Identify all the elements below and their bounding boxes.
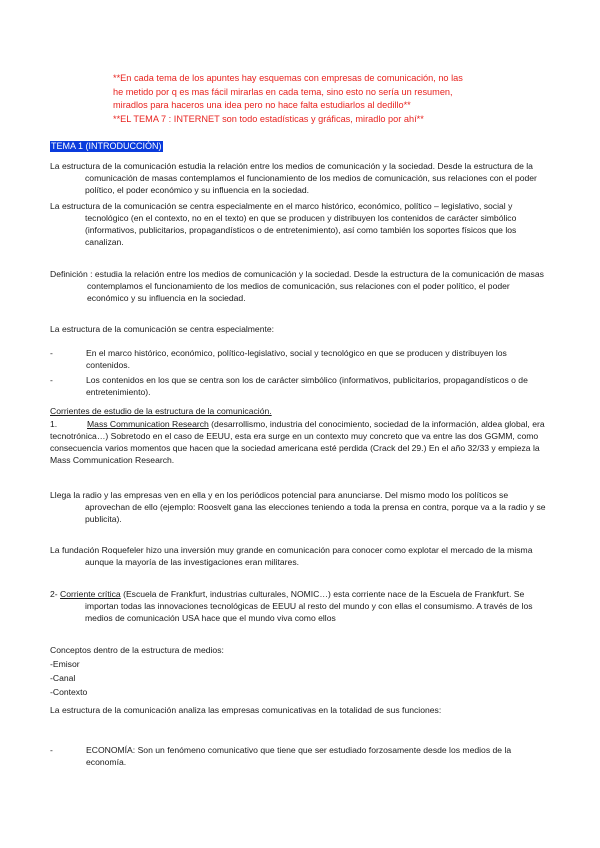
mass-communication-link: Mass Communication Research: [87, 419, 209, 429]
red-note: [113, 72, 553, 126]
list-item: -Emisor: [50, 659, 80, 669]
conceptos-list: [50, 644, 550, 698]
paragraph-radio: Llega la radio y las empresas ven en ella y en los periódicos potencial para anunciarse. Del mismo modo los políticos se aprovechan de ello (ejemplo: Roosvelt gana las elecciones teniendo a toda la prensa en contra, porque va a la radio y se publicita).: [50, 490, 546, 524]
corriente-critica: 2- Corriente crítica (Escuela de Frankfurt, industrias culturales, NOMIC…) esta corriente nace de la Escuela de Frankfurt. Se importan todas las innovaciones tecnológicas de EEUU al resto del mundo y con ellas el consumismo. A través de los medios de comunicación USA hace que el mundo viva como ellos: [50, 589, 533, 623]
paragraph-roquefeler: La fundación Roquefeler hizo una inversión muy grande en comunicación para conocer como explotar el mercado de la misma aunque la mayoría de las investigaciones eran militares.: [50, 545, 533, 567]
note-line: he metido por q es mas fácil mirarlas en cada tema, sino esto no sería un resumen,: [113, 86, 453, 97]
note-line: **EL TEMA 7 : INTERNET son todo estadísticas y gráficas, miradlo por ahí**: [113, 113, 424, 124]
list-item: -Canal: [50, 673, 76, 683]
paragraph-analiza: La estructura de la comunicación analiza las empresas comunicativas en la totalidad de sus funciones:: [50, 705, 442, 715]
list-item: -Contexto: [50, 687, 88, 697]
paragraph-centra: La estructura de la comunicación se centra especialmente:: [50, 324, 275, 334]
section-heading: TEMA 1 (INTRODUCCIÓN): [51, 141, 162, 151]
corrientes-title: Corrientes de estudio de la estructura de la comunicación.: [50, 406, 272, 416]
note-line: miradlos para haceros una idea pero no hace falta estudiarlos al dedillo**: [113, 100, 411, 110]
paragraph-intro: La estructura de la comunicación estudia la relación entre los medios de comunicación y la sociedad. Desde la estructura de la comunicación de masas contemplamos el funcionamiento de los medios de comunicación, sus relaciones con el poder político, el poder económico y su influencia en la sociedad.: [50, 161, 537, 195]
corriente-mass-communication: 1. Mass Communication Research (desarrollismo, industria del conocimiento, sociedad de la información, aldea global, era tecnotrónica…) Sobretodo en el caso de EEUU, esta era surge en un contexto muy concreto que va entre las dos GGMM, como consecuencia varios momentos que hacen que la sociedad americana esté perdida (Crack del 29.) En el año 32/33 y empieza la Mass Communication Research.: [50, 419, 545, 465]
conceptos-title: Conceptos dentro de la estructura de medios:: [50, 645, 224, 655]
paragraph-marco: La estructura de la comunicación se centra especialmente en el marco histórico, económico, político – legislativo, social y tecnológico (en el contexto, no en el texto) en que se producen y distribuyen los contenidos de carácter simbólico (informativos, publicitarios, propagandísticos o de entretenimiento), así como también los soportes físicos que los canalizan.: [50, 201, 517, 247]
corriente-critica-label: Corriente crítica: [60, 589, 121, 599]
note-line: **En cada tema de los apuntes hay esquemas con empresas de comunicación, no las: [113, 73, 463, 83]
paragraph-definicion: Definición : estudia la relación entre los medios de comunicación y la sociedad. Desde la estructura de la comunicación de masas contemplamos el funcionamiento de los medios de comunicación, sus relaciones con el poder político, el poder económico y su influencia en la sociedad.: [50, 269, 544, 303]
